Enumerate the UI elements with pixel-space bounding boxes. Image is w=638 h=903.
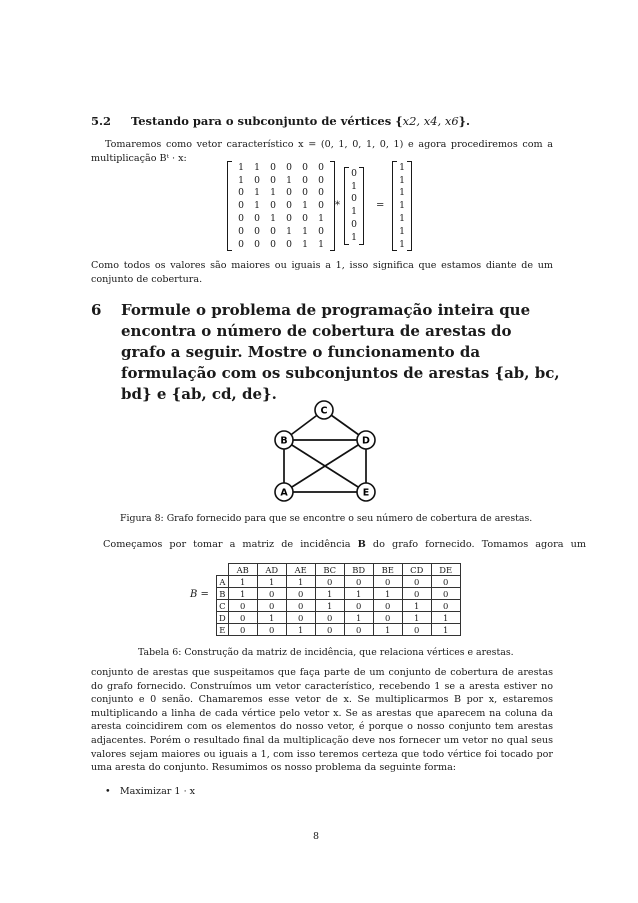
- vector-cell: 0: [351, 167, 357, 179]
- section-5-2-heading: [91, 114, 470, 128]
- section-6-heading: [91, 300, 561, 405]
- section-title-prefix: Testando para o subconjunto de vértices {: [131, 114, 403, 128]
- table-cell: 0: [286, 600, 315, 612]
- matrix-cell: 0: [286, 213, 292, 225]
- table-cell: 1: [257, 576, 286, 588]
- table-cell: 0: [257, 600, 286, 612]
- table-row: [217, 588, 461, 600]
- matrix-cell: 1: [286, 174, 292, 186]
- paragraph-incidence-intro: [103, 539, 587, 550]
- node-label-a: A: [280, 487, 288, 499]
- section-number: 6: [91, 301, 102, 319]
- figure-8-caption: Figura 8: Grafo fornecido para que se encontre o seu número de cobertura de arestas.: [120, 513, 533, 524]
- table-cell: 0: [286, 588, 315, 600]
- section-title-suffix: }.: [458, 114, 471, 128]
- matrix-cell: 0: [254, 213, 260, 225]
- row-header: E: [217, 624, 229, 636]
- column-header: AD: [257, 564, 286, 576]
- vector-row: [399, 161, 405, 174]
- incidence-matrix-label: B =: [190, 589, 209, 600]
- table-6-caption: Tabela 6: Construção da matriz de incidência, que relaciona vértices e arestas.: [138, 647, 514, 658]
- text-run: do grafo fornecido. Tomamos agora um: [365, 539, 587, 550]
- table-cell: 0: [431, 576, 460, 588]
- matrix-cell: 0: [238, 225, 244, 237]
- column-header: AB: [228, 564, 257, 576]
- table-cell: 1: [344, 588, 373, 600]
- table-cell: 0: [344, 576, 373, 588]
- incidence-table: [216, 563, 461, 636]
- matrix-bt: [227, 161, 335, 251]
- vector-cell: 1: [351, 206, 357, 218]
- matrix-cell: 1: [302, 200, 308, 212]
- table-cell: 0: [228, 612, 257, 624]
- matrix-cell: 0: [302, 174, 308, 186]
- text-run-bold: B: [357, 539, 366, 550]
- table-cell: 1: [402, 600, 431, 612]
- paragraph-conclusion: Como todos os valores são maiores ou iguais a 1, isso significa que estamos diante de um conjunto de cobertura.: [91, 260, 553, 285]
- matrix-cell: 1: [254, 200, 260, 212]
- section-number: 5.2: [91, 114, 112, 128]
- equals-symbol: =: [376, 200, 385, 211]
- matrix-cell: 0: [302, 213, 308, 225]
- table-cell: 1: [286, 624, 315, 636]
- vector-cell: 1: [399, 238, 405, 250]
- table-cell: 1: [373, 588, 402, 600]
- table-cell: 1: [431, 612, 460, 624]
- table-cell: 0: [315, 612, 344, 624]
- table-cell: 0: [431, 588, 460, 600]
- matrix-cell: 0: [254, 174, 260, 186]
- node-e: [357, 483, 375, 501]
- graph-edges: [284, 410, 366, 492]
- matrix-cell: 0: [318, 225, 324, 237]
- matrix-cell: 1: [254, 187, 260, 199]
- node-b: [275, 431, 293, 449]
- graph-figure: [260, 395, 390, 505]
- page-number: 8: [313, 831, 320, 842]
- vector-cell: 1: [399, 225, 405, 237]
- table-cell: 0: [402, 588, 431, 600]
- bullet-text: Maximizar 1 · x: [119, 786, 196, 797]
- vector-cell: 1: [399, 161, 405, 173]
- vector-row: [399, 199, 405, 212]
- table-cell: 1: [315, 600, 344, 612]
- node-a: [275, 483, 293, 501]
- vector-row: [351, 193, 357, 206]
- vector-cell: 0: [351, 219, 357, 231]
- matrix-cell: 0: [238, 187, 244, 199]
- matrix-cell: 0: [286, 161, 292, 173]
- matrix-row: [233, 161, 329, 174]
- matrix-cell: 0: [286, 187, 292, 199]
- matrix-cell: 1: [254, 161, 260, 173]
- table-cell: 0: [286, 612, 315, 624]
- matrix-cell: 1: [302, 225, 308, 237]
- vector-row: [399, 238, 405, 251]
- matrix-cell: 0: [270, 200, 276, 212]
- matrix-cell: 0: [238, 200, 244, 212]
- matrix-cell: 1: [238, 174, 244, 186]
- table-header-row: [217, 564, 461, 576]
- table-row: [217, 600, 461, 612]
- bullet-item: [105, 786, 195, 797]
- node-label-d: D: [362, 435, 370, 447]
- vector-row: [351, 231, 357, 244]
- paragraph-characteristic-vector: Tomaremos como vetor característico x = (0, 1, 0, 1, 0, 1) e agora procediremos com a multiplicação Bᵗ · x:: [91, 139, 553, 164]
- paragraph-explanation: conjunto de arestas que suspeitamos que faça parte de um conjunto de cobertura de arestas do grafo fornecido. Construímos um vetor característico, recebendo 1 se a aresta estiver no conjunto e 0 senão. Chamaremos esse vetor de x. Se multiplicarmos B por x, estaremos multiplicando a linha de cada vértice pelo vetor x. Se as arestas que aparecem na coluna da aresta coincidirem com os elementos do nosso vetor, é porque o nosso conjunto tem arestas adjacentes. Porém o resultado final da multiplicação deve nos fornecer um vetor no qual seus valores sejam maiores ou iguais a 1, com isso teremos certeza que todo vértice foi tocado por uma aresta do conjunto. Resumimos os nosso problema da seguinte forma:: [91, 667, 553, 774]
- table-cell: 0: [228, 600, 257, 612]
- matrix-row: [233, 238, 329, 251]
- matrix-cell: 1: [238, 161, 244, 173]
- matrix-cell: 1: [302, 238, 308, 250]
- table-cell: 0: [344, 624, 373, 636]
- vector-cell: 0: [351, 193, 357, 205]
- table-cell: 1: [228, 576, 257, 588]
- table-row: [217, 624, 461, 636]
- matrix-cell: 0: [302, 161, 308, 173]
- matrix-cell: 0: [318, 200, 324, 212]
- table-cell: 0: [431, 600, 460, 612]
- table-cell: 0: [402, 576, 431, 588]
- vector-row: [351, 180, 357, 193]
- vector-row: [399, 212, 405, 225]
- table-cell: 0: [402, 624, 431, 636]
- matrix-cell: 0: [286, 200, 292, 212]
- matrix-cell: 1: [286, 225, 292, 237]
- table-cell: 1: [315, 588, 344, 600]
- matrix-cell: 0: [254, 225, 260, 237]
- matrix-row: [233, 212, 329, 225]
- matrix-cell: 0: [286, 238, 292, 250]
- matrix-row: [233, 174, 329, 187]
- column-header: AE: [286, 564, 315, 576]
- matrix-cell: 1: [318, 238, 324, 250]
- table-cell: 0: [257, 624, 286, 636]
- bullet-dot-icon: •: [105, 786, 111, 797]
- table-cell: 0: [373, 576, 402, 588]
- matrix-row: [233, 187, 329, 200]
- vector-cell: 1: [399, 213, 405, 225]
- table-row: [217, 576, 461, 588]
- table-cell: 0: [228, 624, 257, 636]
- left-bracket: [227, 161, 232, 251]
- node-label-e: E: [362, 487, 370, 499]
- section-title-vars: x2, x4, x6: [402, 114, 459, 128]
- vector-row: [399, 225, 405, 238]
- node-label-b: B: [280, 435, 288, 447]
- table-cell: 0: [315, 576, 344, 588]
- row-header: B: [217, 588, 229, 600]
- row-header: C: [217, 600, 229, 612]
- vector-x: [344, 167, 364, 245]
- row-header: D: [217, 612, 229, 624]
- column-header: DE: [431, 564, 460, 576]
- vector-row: [399, 187, 405, 200]
- table-cell: 0: [373, 600, 402, 612]
- matrix-cell: 0: [270, 174, 276, 186]
- multiply-symbol: *: [335, 200, 340, 211]
- matrix-cell: 0: [318, 161, 324, 173]
- table-cell: 1: [257, 612, 286, 624]
- matrix-cell: 0: [254, 238, 260, 250]
- matrix-cell: 0: [270, 238, 276, 250]
- table-cell: 1: [402, 612, 431, 624]
- table-cell: 1: [286, 576, 315, 588]
- row-header: A: [217, 576, 229, 588]
- matrix-cell: 0: [318, 187, 324, 199]
- table-cell: 1: [373, 624, 402, 636]
- column-header: BC: [315, 564, 344, 576]
- vector-cell: 1: [399, 174, 405, 186]
- matrix-cell: 1: [270, 187, 276, 199]
- vector-cell: 1: [351, 180, 357, 192]
- vector-row: [351, 167, 357, 180]
- section-title: Formule o problema de programação inteira que encontra o número de cobertura de arestas do grafo a seguir. Mostre o funcionamento da formulação com os subconjuntos de arestas {ab, bc, bd} e {ab, cd, de}.: [121, 301, 560, 403]
- matrix-cell: 0: [238, 238, 244, 250]
- text-run: Começamos por tomar a matriz de incidência: [103, 539, 358, 550]
- matrix-row: [233, 225, 329, 238]
- table-cell: 0: [344, 600, 373, 612]
- node-label-c: C: [320, 405, 328, 417]
- table-cell: 1: [344, 612, 373, 624]
- matrix-cell: 1: [318, 213, 324, 225]
- column-header: BD: [344, 564, 373, 576]
- matrix-cell: 0: [270, 225, 276, 237]
- right-bracket: [359, 167, 364, 245]
- table-cell: 1: [431, 624, 460, 636]
- column-header: BE: [373, 564, 402, 576]
- table-cell: 0: [315, 624, 344, 636]
- right-bracket: [407, 161, 412, 251]
- matrix-cell: 0: [270, 161, 276, 173]
- left-bracket: [344, 167, 349, 245]
- table-cell: 1: [228, 588, 257, 600]
- table-cell: 0: [373, 612, 402, 624]
- vector-cell: 1: [351, 231, 357, 243]
- table-cell: 0: [257, 588, 286, 600]
- matrix-row: [233, 199, 329, 212]
- vector-cell: 1: [399, 200, 405, 212]
- table-corner: [217, 564, 229, 576]
- node-c: [315, 401, 333, 419]
- column-header: CD: [402, 564, 431, 576]
- vector-row: [351, 205, 357, 218]
- matrix-cell: 0: [238, 213, 244, 225]
- vector-cell: 1: [399, 187, 405, 199]
- left-bracket: [392, 161, 397, 251]
- table-row: [217, 612, 461, 624]
- vector-row: [399, 174, 405, 187]
- matrix-cell: 1: [270, 213, 276, 225]
- matrix-cell: 0: [302, 187, 308, 199]
- vector-row: [351, 218, 357, 231]
- node-d: [357, 431, 375, 449]
- matrix-cell: 0: [318, 174, 324, 186]
- vector-result: [392, 161, 412, 251]
